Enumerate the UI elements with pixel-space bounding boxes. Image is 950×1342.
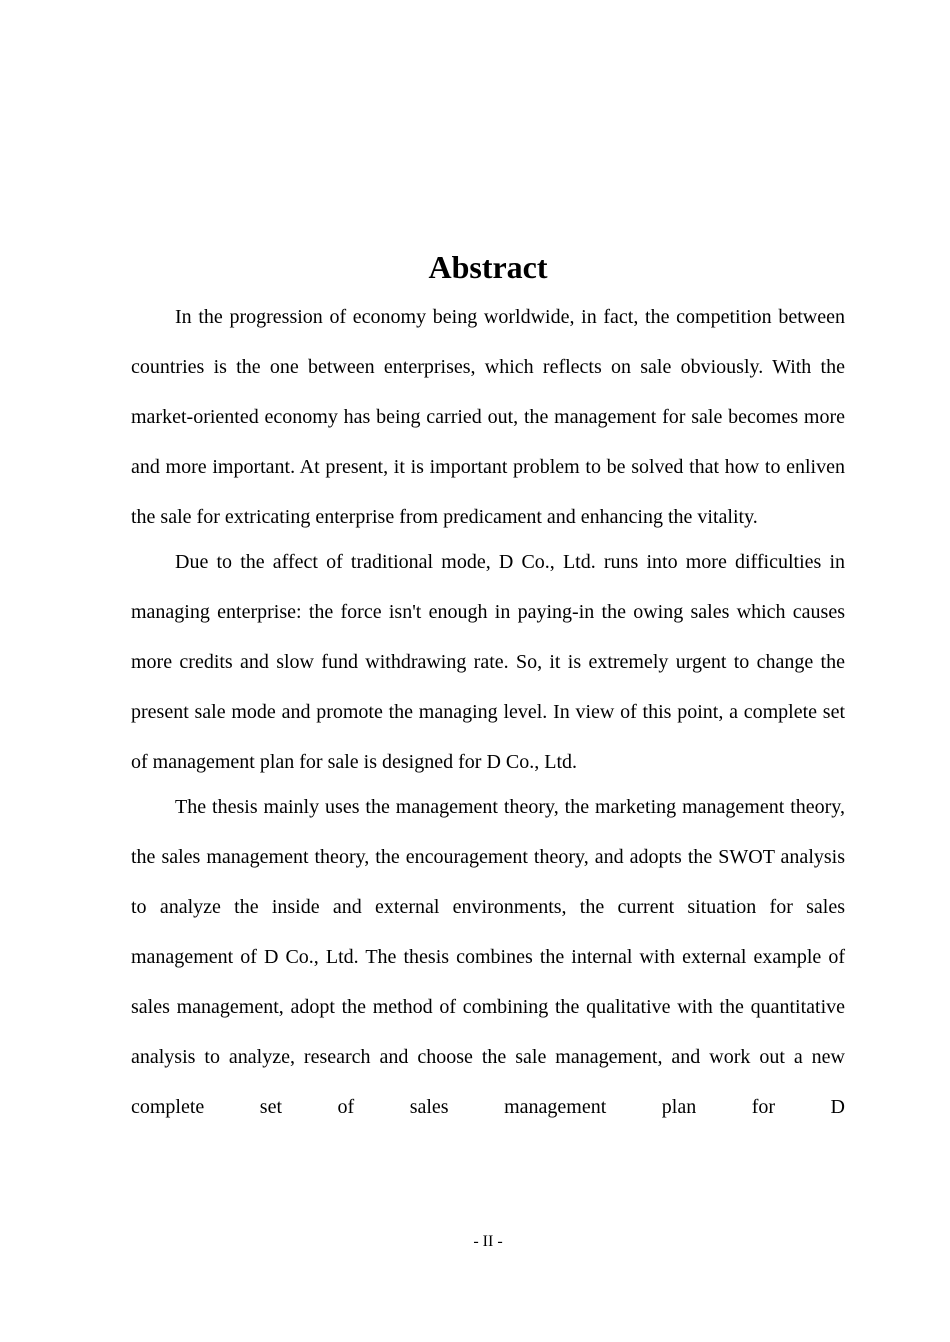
page-number: - II - <box>473 1233 503 1250</box>
abstract-body <box>131 292 845 1132</box>
paragraph: In the progression of economy being worldwide, in fact, the competition between countries is the one between enterprises, which reflects on sale obviously. With the market-oriented economy has being carried out, the management for sale becomes more and more important. At present, it is important problem to be solved that how to enliven the sale for extricating enterprise from predicament and enhancing the vitality. <box>131 306 845 528</box>
paragraph: Due to the affect of traditional mode, D Co., Ltd. runs into more difficulties in managing enterprise: the force isn't enough in paying-in the owing sales which causes more credits and slow fund withdrawing rate. So, it is extremely urgent to change the present sale mode and promote the managing level. In view of this point, a complete set of management plan for sale is designed for D Co., Ltd. <box>131 551 845 773</box>
paragraph: The thesis mainly uses the management theory, the marketing management theory, the sales management theory, the encouragement theory, and adopts the SWOT analysis to analyze the inside and external environments, the current situation for sales management of D Co., Ltd. The thesis combines the internal with external example of sales management, adopt the method of combining the qualitative with the quantitative analysis to analyze, research and choose the sale management, and work out a new complete set of sales management plan for D <box>131 796 845 1118</box>
page-title: Abstract <box>428 249 548 285</box>
